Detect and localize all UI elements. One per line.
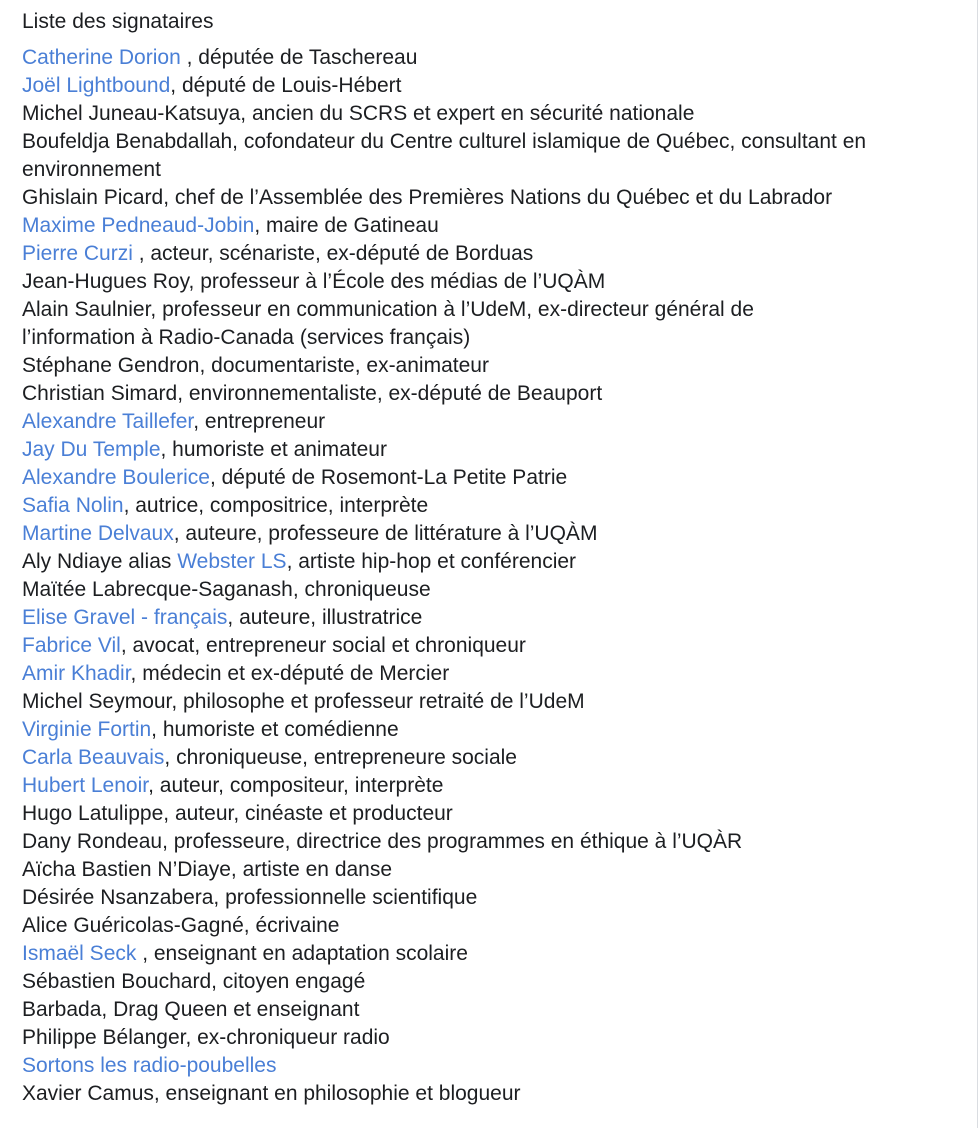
signatories-list	[22, 44, 977, 1108]
signatory-row	[22, 884, 962, 912]
signatory-row	[22, 828, 962, 856]
signatory-text: , avocat, entrepreneur social et chroniqueur	[120, 634, 526, 657]
page-title: Liste des signataires	[22, 10, 214, 33]
signatory-text: Christian Simard, environnementaliste, ex-député de Beauport	[22, 382, 603, 405]
signatory-link[interactable]: Sortons les radio-poubelles	[22, 1054, 277, 1077]
signatory-text: Aïcha Bastien N’Diaye, artiste en danse	[22, 858, 393, 881]
signatory-link[interactable]: Alexandre Boulerice	[22, 466, 210, 489]
signatory-row	[22, 352, 962, 380]
signatory-row	[22, 688, 962, 716]
signatory-link[interactable]: Virginie Fortin	[22, 718, 152, 741]
signatory-text: Désirée Nsanzabera, professionnelle scientifique	[22, 886, 478, 909]
signatory-text: , entrepreneur	[193, 410, 326, 433]
signatory-link[interactable]: Fabrice Vil	[22, 634, 121, 657]
signatory-text: Michel Seymour, philosophe et professeur retraité de l’UdeM	[22, 690, 585, 713]
signatory-text: Jean-Hugues Roy, professeur à l’École des médias de l’UQÀM	[22, 270, 606, 293]
signatory-link[interactable]: Amir Khadir	[22, 662, 131, 685]
signatory-text: Ghislain Picard, chef de l’Assemblée des Premières Nations du Québec et du Labrador	[22, 186, 833, 209]
signatory-row	[22, 996, 962, 1024]
signatory-text: , député de Rosemont-La Petite Patrie	[209, 466, 568, 489]
signatory-text: , humoriste et comédienne	[151, 718, 399, 741]
signatory-row	[22, 296, 872, 352]
signatory-row	[22, 800, 962, 828]
signatory-row	[22, 1080, 962, 1108]
signatory-text: , enseignant en adaptation scolaire	[136, 942, 468, 965]
signatory-link[interactable]: Martine Delvaux	[22, 522, 174, 545]
signatory-text: Michel Juneau-Katsuya, ancien du SCRS et expert en sécurité nationale	[22, 102, 695, 125]
signatory-text: Maïtée Labrecque-Saganash, chroniqueuse	[22, 578, 431, 601]
signatory-row	[22, 1024, 962, 1052]
signatory-row	[22, 968, 962, 996]
signatory-row	[22, 408, 962, 436]
signatory-row	[22, 520, 962, 548]
signatory-row	[22, 548, 962, 576]
signatory-row	[22, 212, 962, 240]
signatory-row	[22, 604, 962, 632]
signatory-row	[22, 744, 962, 772]
signatory-text: , députée de Taschereau	[180, 46, 418, 69]
signatory-row	[22, 1052, 962, 1080]
signatory-text: Sébastien Bouchard, citoyen engagé	[22, 970, 366, 993]
signatory-text: Dany Rondeau, professeure, directrice des programmes en éthique à l’UQÀR	[22, 830, 743, 853]
signatory-row	[22, 660, 962, 688]
signatory-text: Barbada, Drag Queen et enseignant	[22, 998, 360, 1021]
signatory-row	[22, 44, 962, 72]
signatory-text: , autrice, compositrice, interprète	[123, 494, 429, 517]
signatory-row	[22, 772, 962, 800]
signatory-row	[22, 576, 962, 604]
signatory-row	[22, 436, 962, 464]
signatory-text: , auteure, professeure de littérature à l’UQÀM	[173, 522, 598, 545]
signatory-row	[22, 72, 962, 100]
signatory-link[interactable]: Webster LS	[177, 550, 287, 573]
signatory-row	[22, 912, 962, 940]
signatory-text: Alice Guéricolas-Gagné, écrivaine	[22, 914, 340, 937]
signatory-text: Alain Saulnier, professeur en communication à l’UdeM, ex-directeur général de l’information à Radio-Canada (services français)	[22, 298, 754, 349]
signatory-text: Stéphane Gendron, documentariste, ex-animateur	[22, 354, 489, 377]
signatory-row	[22, 100, 962, 128]
signatory-row	[22, 632, 962, 660]
signatory-link[interactable]: Joël Lightbound	[22, 74, 171, 97]
signatory-row	[22, 856, 962, 884]
signatory-row	[22, 128, 872, 184]
signatory-link[interactable]: Jay Du Temple	[22, 438, 161, 461]
signatory-row	[22, 380, 962, 408]
signatory-text: , maire de Gatineau	[254, 214, 439, 237]
signatory-link[interactable]: Catherine Dorion	[22, 46, 181, 69]
signatory-link[interactable]: Pierre Curzi	[22, 242, 133, 265]
signatory-text: Xavier Camus, enseignant en philosophie et blogueur	[22, 1082, 521, 1105]
signatory-text: , auteure, illustratrice	[227, 606, 423, 629]
signatory-row	[22, 240, 962, 268]
signatory-link[interactable]: Ismaël Seck	[22, 942, 137, 965]
signatory-text: Boufeldja Benabdallah, cofondateur du Centre culturel islamique de Québec, consultant en environnement	[22, 130, 867, 181]
signatory-text: Hugo Latulippe, auteur, cinéaste et producteur	[22, 802, 453, 825]
signatory-text: , artiste hip-hop et conférencier	[286, 550, 577, 573]
signatory-text: , député de Louis-Hébert	[170, 74, 402, 97]
signatory-text: , auteur, compositeur, interprète	[148, 774, 444, 797]
signatory-link[interactable]: Maxime Pedneaud-Jobin	[22, 214, 255, 237]
signatory-link[interactable]: Carla Beauvais	[22, 746, 165, 769]
signatory-text: , humoriste et animateur	[160, 438, 387, 461]
signatory-text: , chroniqueuse, entrepreneure sociale	[164, 746, 517, 769]
signatory-row	[22, 184, 962, 212]
signatory-row	[22, 464, 962, 492]
signatory-link[interactable]: Safia Nolin	[22, 494, 124, 517]
signatory-text: , médecin et ex-député de Mercier	[130, 662, 450, 685]
signatory-link[interactable]: Alexandre Taillefer	[22, 410, 194, 433]
signatory-text: , acteur, scénariste, ex-député de Borduas	[132, 242, 534, 265]
signatory-link[interactable]: Elise Gravel - français	[22, 606, 228, 629]
signatory-text: Aly Ndiaye alias	[22, 550, 178, 573]
signatory-row	[22, 940, 962, 968]
signatory-row	[22, 268, 962, 296]
signatory-row	[22, 492, 962, 520]
signatory-row	[22, 716, 962, 744]
signatory-text: Philippe Bélanger, ex-chroniqueur radio	[22, 1026, 390, 1049]
signatory-link[interactable]: Hubert Lenoir	[22, 774, 149, 797]
